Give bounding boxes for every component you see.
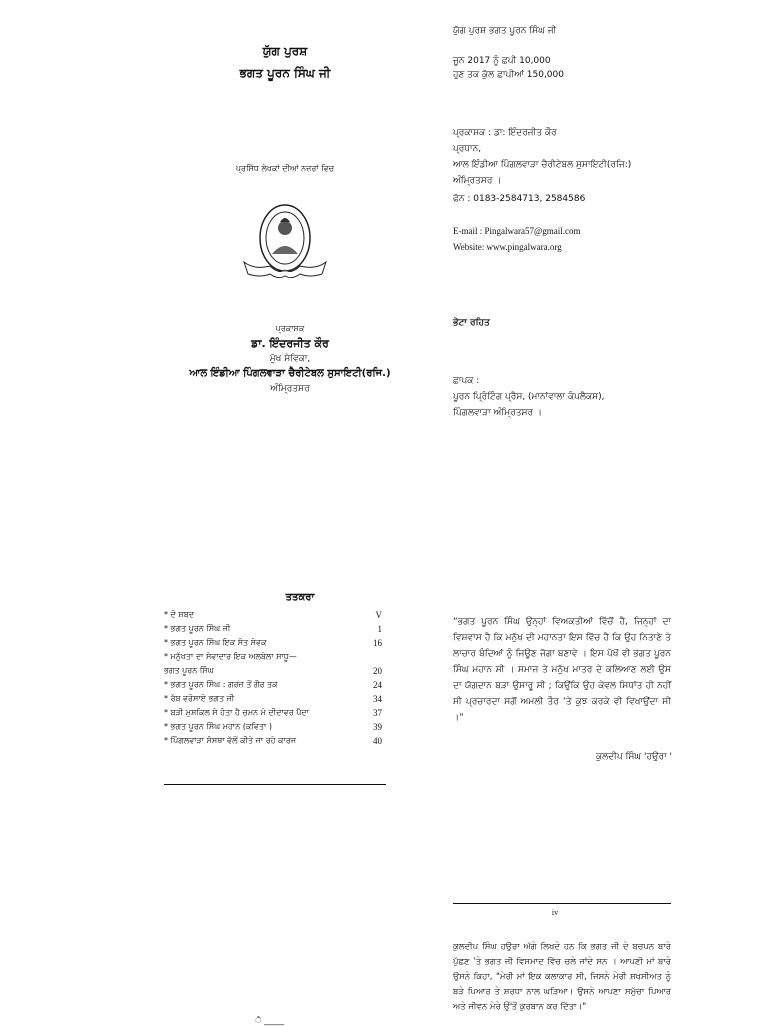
publisher-label: ਪ੍ਰਕਾਸ਼ਕ [275, 324, 305, 333]
publisher-org: ਆਲ ਇੰਡੀਆ ਪਿੰਗਲਵਾੜਾ ਚੈਰੀਟੇਬਲ ਸੁਸਾਇਟੀ(ਰਜਿ.) [189, 368, 391, 379]
toc-item-page: 24 [373, 680, 382, 690]
publisher-block [150, 322, 430, 396]
imprint-free: ਭੇਟਾ ਰਹਿਤ [453, 318, 490, 328]
toc-item [164, 736, 386, 750]
toc-item-page: V [375, 610, 382, 620]
toc-item-label: * ਭਗਤ ਪੂਰਨ ਸਿੰਘ : ਗਰਜ਼ ਤੋਂ ਗੌਰ ਤਕ [164, 680, 278, 689]
imprint-publisher: ਪ੍ਰਕਾਸ਼ਕ : ਡਾ: ਇੰਦਰਜੀਤ ਕੌਰ [453, 128, 557, 138]
toc-item [164, 694, 386, 708]
imprint-website: Website: www.pingalwara.org [453, 242, 562, 252]
toc-item-label: * ਭਗਤ ਪੂਰਨ ਸਿੰਘ ਮਹਾਨ (ਕਵਿਤਾ ) [164, 722, 272, 731]
toc-item-label: * ਬੜੀ ਮੁਸ਼ਕਿਲ ਸੇ ਹੋਤਾ ਹੈ ਚਮਨ ਮੇ ਦੀਦਾਵਰ ਪੈਦਾ [164, 708, 310, 717]
toc-item [164, 666, 386, 680]
toc-item-label: * ਦੋ ਸ਼ਬਦ [164, 610, 194, 619]
imprint-president: ਪ੍ਰਧਾਨ, [453, 144, 482, 154]
imprint-book-title: ਯੁੱਗ ਪੁਰਸ਼ ਭਗਤ ਪੂਰਨ ਸਿੰਘ ਜੀ [453, 26, 557, 36]
imprint-print-run: ਜੂਨ 2017 ਨੂੰ ਛਪੀ 10,000 [453, 56, 551, 66]
imprint-email: E-mail : Pingalwara57@gmail.com [453, 226, 581, 236]
publisher-name: ਡਾ. ਇੰਦਰਜੀਤ ਕੌਰ [251, 337, 329, 350]
toc-item-label: ਭਗਤ ਪੂਰਨ ਸਿੰਘ [164, 666, 214, 675]
book-title [170, 40, 400, 84]
quote-text: “ਭਗਤ ਪੂਰਨ ਸਿੰਘ ਉਨ੍ਹਾਂ ਵਿਅਕਤੀਆਂ ਵਿੱਚੋਂ ਹੈ, ਜਿਨ੍ਹਾਂ ਦਾ ਵਿਸ਼ਵਾਸ ਹੈ ਕਿ ਮਨੁੱਖ ਦੀ ਮਹਾਨਤਾ ਇਸ ਵਿੱਚ ਹੈ ਕਿ ਉਹ ਨਿਤਾਣੇ ਤੇ ਲਾਚਾਰ ਬੰਦਿਆਂ ਨੂੰ ਜਿਊਣ ਜੋਗਾ ਬਣਾਵੇ । ਇਸ ਪੱਖੋਂ ਵੀ ਭਗਤ ਪੂਰਨ ਸਿੰਘ ਮਹਾਨ ਸੀ । ਸਮਾਜ ਤੇ ਮਨੁੱਖ ਮਾਤਰ ਦੇ ਕਲਿਆਣ ਲਈ ਉਸ ਦਾ ਯੋਗਦਾਨ ਬੜਾ ਉਸਾਰੂ ਸੀ ; ਕਿਉਂਕਿ ਉਹ ਕੇਵਲ ਸਿਧਾਂਤ ਹੀ ਨਹੀਂ ਸੀ ਪ੍ਰਚਾਰਦਾ ਸਗੋਂ ਅਮਲੀ ਤੌਰ ’ਤੇ ਕੁਝ ਕਰਕੇ ਵੀ ਵਿਖਾਉਂਦਾ ਸੀ ।” [453, 617, 671, 723]
toc-item-page: 1 [377, 624, 382, 634]
toc-item-label: * ਰੱਬ ਵਰੋਸਾਏ ਭਗਤ ਜੀ [164, 694, 235, 703]
title-line-2: ਭਗਤ ਪੂਰਨ ਸਿੰਘ ਜੀ [239, 66, 331, 80]
toc-item-page: 37 [373, 708, 382, 718]
printer-label: ਛਾਪਕ : [453, 376, 480, 386]
toc-item-page: 40 [373, 736, 382, 746]
body-paragraph: ਕੁਲਦੀਪ ਸਿੰਘ ਹਉਰਾ ਅੱਗੇ ਲਿਖਦੇ ਹਨ ਕਿ ਭਗਤ ਜੀ ਦੇ ਬਚਪਨ ਬਾਰੇ ਪੁੱਛਣ ’ਤੇ ਭਗਤ ਜੀ ਵਿਸਮਾਦ ਵਿੱਚ ਚਲੇ ਜਾਂਦੇ ਸਨ । ਆਪਣੀ ਮਾਂ ਬਾਰੇ ਉਸਨੇ ਕਿਹਾ, "ਮੇਰੀ ਮਾਂ ਇਕ ਕਲਾਕਾਰ ਸੀ, ਜਿਸਨੇ ਮੇਰੀ ਸ਼ਖਸੀਅਤ ਨੂੰ ਬੜੇ ਪਿਆਰ ਤੇ ਸ਼ਰਧਾ ਨਾਲ ਘੜਿਆ। ਉਸਨੇ ਆਪਣਾ ਸਮੁੱਚਾ ਪਿਆਰ ਅਤੇ ਜੀਵਨ ਮੇਰੇ ਉੱਤੋਂ ਕੁਰਬਾਨ ਕਰ ਦਿੱਤਾ।" [453, 942, 671, 1012]
publisher-city: ਅੰਮ੍ਰਿਤਸਰ [270, 384, 310, 394]
imprint-org: ਆਲ ਇੰਡੀਆ ਪਿੰਗਲਵਾੜਾ ਚੈਰੀਟੇਬਲ ਸੁਸਾਇਟੀ(ਰਜਿ:) [453, 160, 632, 170]
toc-item-page: 34 [373, 694, 382, 704]
imprint-city: ਅੰਮ੍ਰਿਤਸਰ । [453, 176, 502, 186]
toc-item-label: * ਭਗਤ ਪੂਰਨ ਸਿੰਘ ਇਕ ਸੰਤ ਸੇਵਕ [164, 638, 267, 647]
printer-city: ਪਿੰਗਲਵਾੜਾ ਅੰਮ੍ਰਿਤਸਰ । [453, 408, 542, 418]
toc-item-label: * ਪਿੰਗਲਵਾੜਾ ਸੰਸਥਾ ਵੱਲੋਂ ਕੀਤੇ ਜਾ ਰਹੇ ਕਾਰਜ [164, 736, 297, 745]
printer-name: ਪੂਰਨ ਪ੍ਰਿੰਟਿੰਗ ਪ੍ਰੈਸ, (ਮਾਨਾਂਵਾਲਾ ਕੰਪਲੈਕਸ), [453, 392, 605, 402]
toc-title: ਤਤਕਰਾ [285, 592, 315, 603]
toc-divider [164, 784, 386, 785]
toc-item [164, 638, 386, 652]
toc-item [164, 722, 386, 736]
imprint-phone: ਫੋਨ : 0183-2584713, 2584586 [453, 194, 586, 204]
page-divider [453, 903, 671, 904]
page-number: iv [551, 908, 559, 917]
pingalwara-emblem-icon [230, 200, 340, 280]
table-of-contents [164, 610, 386, 750]
toc-item-label: * ਭਗਤ ਪੂਰਨ ਸਿੰਘ ਜੀ [164, 624, 231, 633]
subtitle: ਪ੍ਰਸਿੱਧ ਲੇਖਕਾਂ ਦੀਆਂ ਨਜ਼ਰਾਂ ਵਿਚ [235, 164, 335, 173]
publisher-role: ਮੁੱਖ ਸੇਵਿਕਾ, [269, 354, 311, 364]
svg-text:— — —: — — — [277, 269, 293, 274]
toc-item-page: 20 [373, 666, 382, 676]
quote-author: ਕੁਲਦੀਪ ਸਿੰਘ 'ਹਉਰਾ ' [595, 752, 672, 762]
toc-item [164, 652, 386, 666]
toc-item [164, 680, 386, 694]
toc-item-label: * ਮਨੁੱਖਤਾ ਦਾ ਸੇਵਾਦਾਰ ਇਕ ਅਲਬੇਲਾ ਸਾਧੂ— [164, 652, 297, 661]
toc-item-page: 39 [373, 722, 382, 732]
toc-item [164, 610, 386, 624]
toc-item [164, 624, 386, 638]
imprint-total-copies: ਹੁਣ ਤਕ ਕੁੱਲ ਛਾਪੀਆਂ 150,000 [453, 70, 564, 80]
title-line-1: ਯੁੱਗ ਪੁਰਸ਼ [262, 44, 308, 58]
toc-item-page: 16 [373, 638, 382, 648]
toc-item [164, 708, 386, 722]
page-fragment: ੈ _____ [255, 1016, 284, 1025]
